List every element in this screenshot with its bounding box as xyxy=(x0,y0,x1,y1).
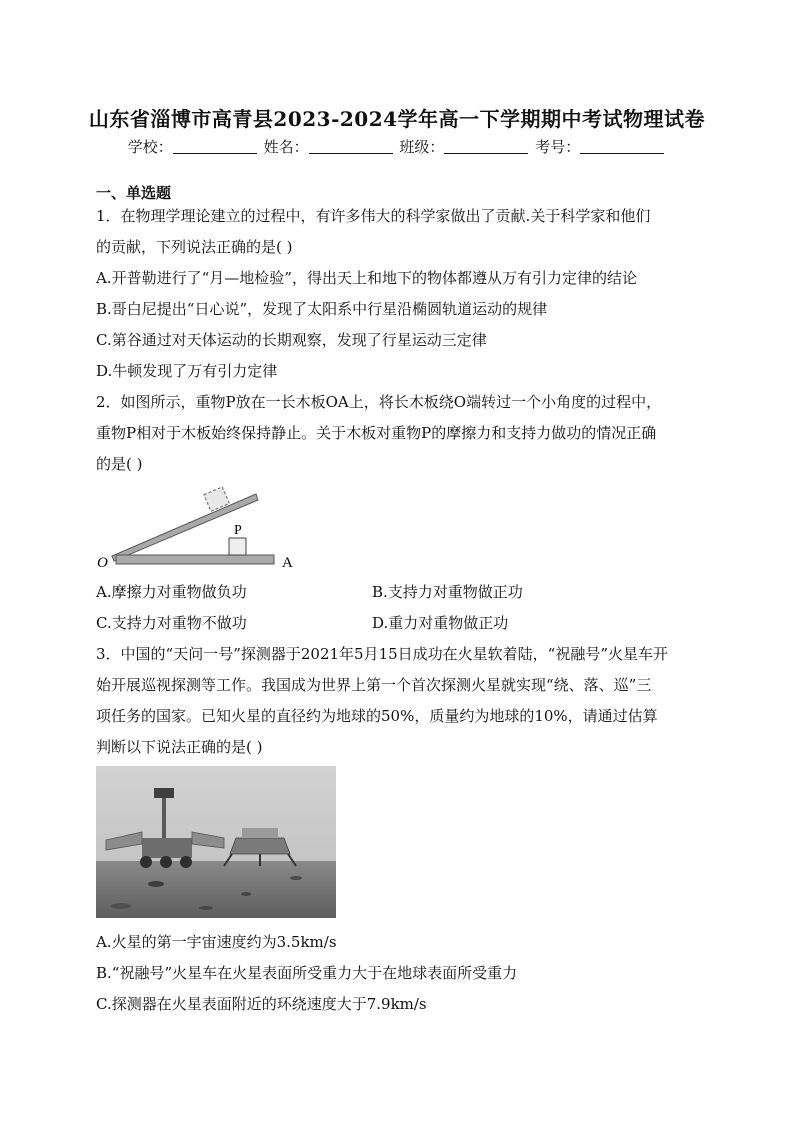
q2-option-b[interactable]: B.支持力对重物做正功 xyxy=(372,583,523,601)
q3-option-b[interactable]: B.“祝融号”火星车在火星表面所受重力大于在地球表面所受重力 xyxy=(96,964,518,982)
name-label: 姓名： xyxy=(263,138,309,156)
number-blank[interactable] xyxy=(580,139,664,154)
q2-stem-line2: 重物P相对于木板始终保持静止。关于木板对重物P的摩擦力和支持力做功的情况正确 xyxy=(96,424,657,442)
class-label: 班级： xyxy=(399,138,445,156)
q2-option-a[interactable]: A.摩擦力对重物做负功 xyxy=(96,583,247,601)
q3-stem-line1: 3．中国的“天问一号”探测器于2021年5月15日成功在火星软着陆，“祝融号”火星车开 xyxy=(96,645,669,663)
student-info-row xyxy=(0,136,794,157)
q1-stem-line2: 的贡献，下列说法正确的是( ) xyxy=(96,238,293,256)
block-p xyxy=(229,538,246,555)
q1-option-a[interactable]: A.开普勒进行了“月—地检验”，得出天上和地下的物体都遵从万有引力定律的结论 xyxy=(96,269,637,287)
exam-title: 山东省淄博市高青县2023-2024学年高一下学期期中考试物理试卷 xyxy=(88,107,706,131)
horizontal-board xyxy=(116,555,274,564)
number-label: 考号： xyxy=(535,138,581,156)
q1-stem-line1: 1．在物理学理论建立的过程中，有许多伟大的科学家做出了贡献.关于科学家和他们 xyxy=(96,207,651,225)
q1-option-c[interactable]: C.第谷通过对天体运动的长期观察，发现了行星运动三定律 xyxy=(96,331,487,349)
q3-option-c[interactable]: C.探测器在火星表面附近的环绕速度大于7.9km/s xyxy=(96,995,427,1013)
label-a: A xyxy=(282,555,293,571)
q2-option-c[interactable]: C.支持力对重物不做功 xyxy=(96,614,247,632)
class-blank[interactable] xyxy=(444,139,528,154)
label-p: P xyxy=(234,523,242,538)
label-o: O xyxy=(97,555,108,571)
q3-option-a[interactable]: A.火星的第一宇宙速度约为3.5km/s xyxy=(96,933,337,951)
mars-rover-photo xyxy=(96,766,336,918)
section-heading: 一、单选题 xyxy=(96,184,172,202)
school-blank[interactable] xyxy=(173,139,257,154)
q3-stem-line4: 判断以下说法正确的是( ) xyxy=(96,738,263,756)
q3-stem-line3: 项任务的国家。已知火星的直径约为地球的50%，质量约为地球的10%，请通过估算 xyxy=(96,707,658,725)
q2-option-d[interactable]: D.重力对重物做正功 xyxy=(372,614,509,632)
q3-stem-line2: 始开展巡视探测等工作。我国成为世界上第一个首次探测火星就实现“绕、落、巡”三 xyxy=(96,676,652,694)
q1-option-d[interactable]: D.牛顿发现了万有引力定律 xyxy=(96,362,278,380)
q2-figure xyxy=(96,482,316,574)
q1-option-b[interactable]: B.哥白尼提出“日心说”，发现了太阳系中行星沿椭圆轨道运动的规律 xyxy=(96,300,548,318)
q2-stem-line3: 的是( ) xyxy=(96,455,143,473)
q2-stem-line1: 2．如图所示，重物P放在一长木板OA上，将长木板绕O端转过一个小角度的过程中， xyxy=(96,393,662,411)
school-label: 学校： xyxy=(127,138,173,156)
name-blank[interactable] xyxy=(309,139,393,154)
